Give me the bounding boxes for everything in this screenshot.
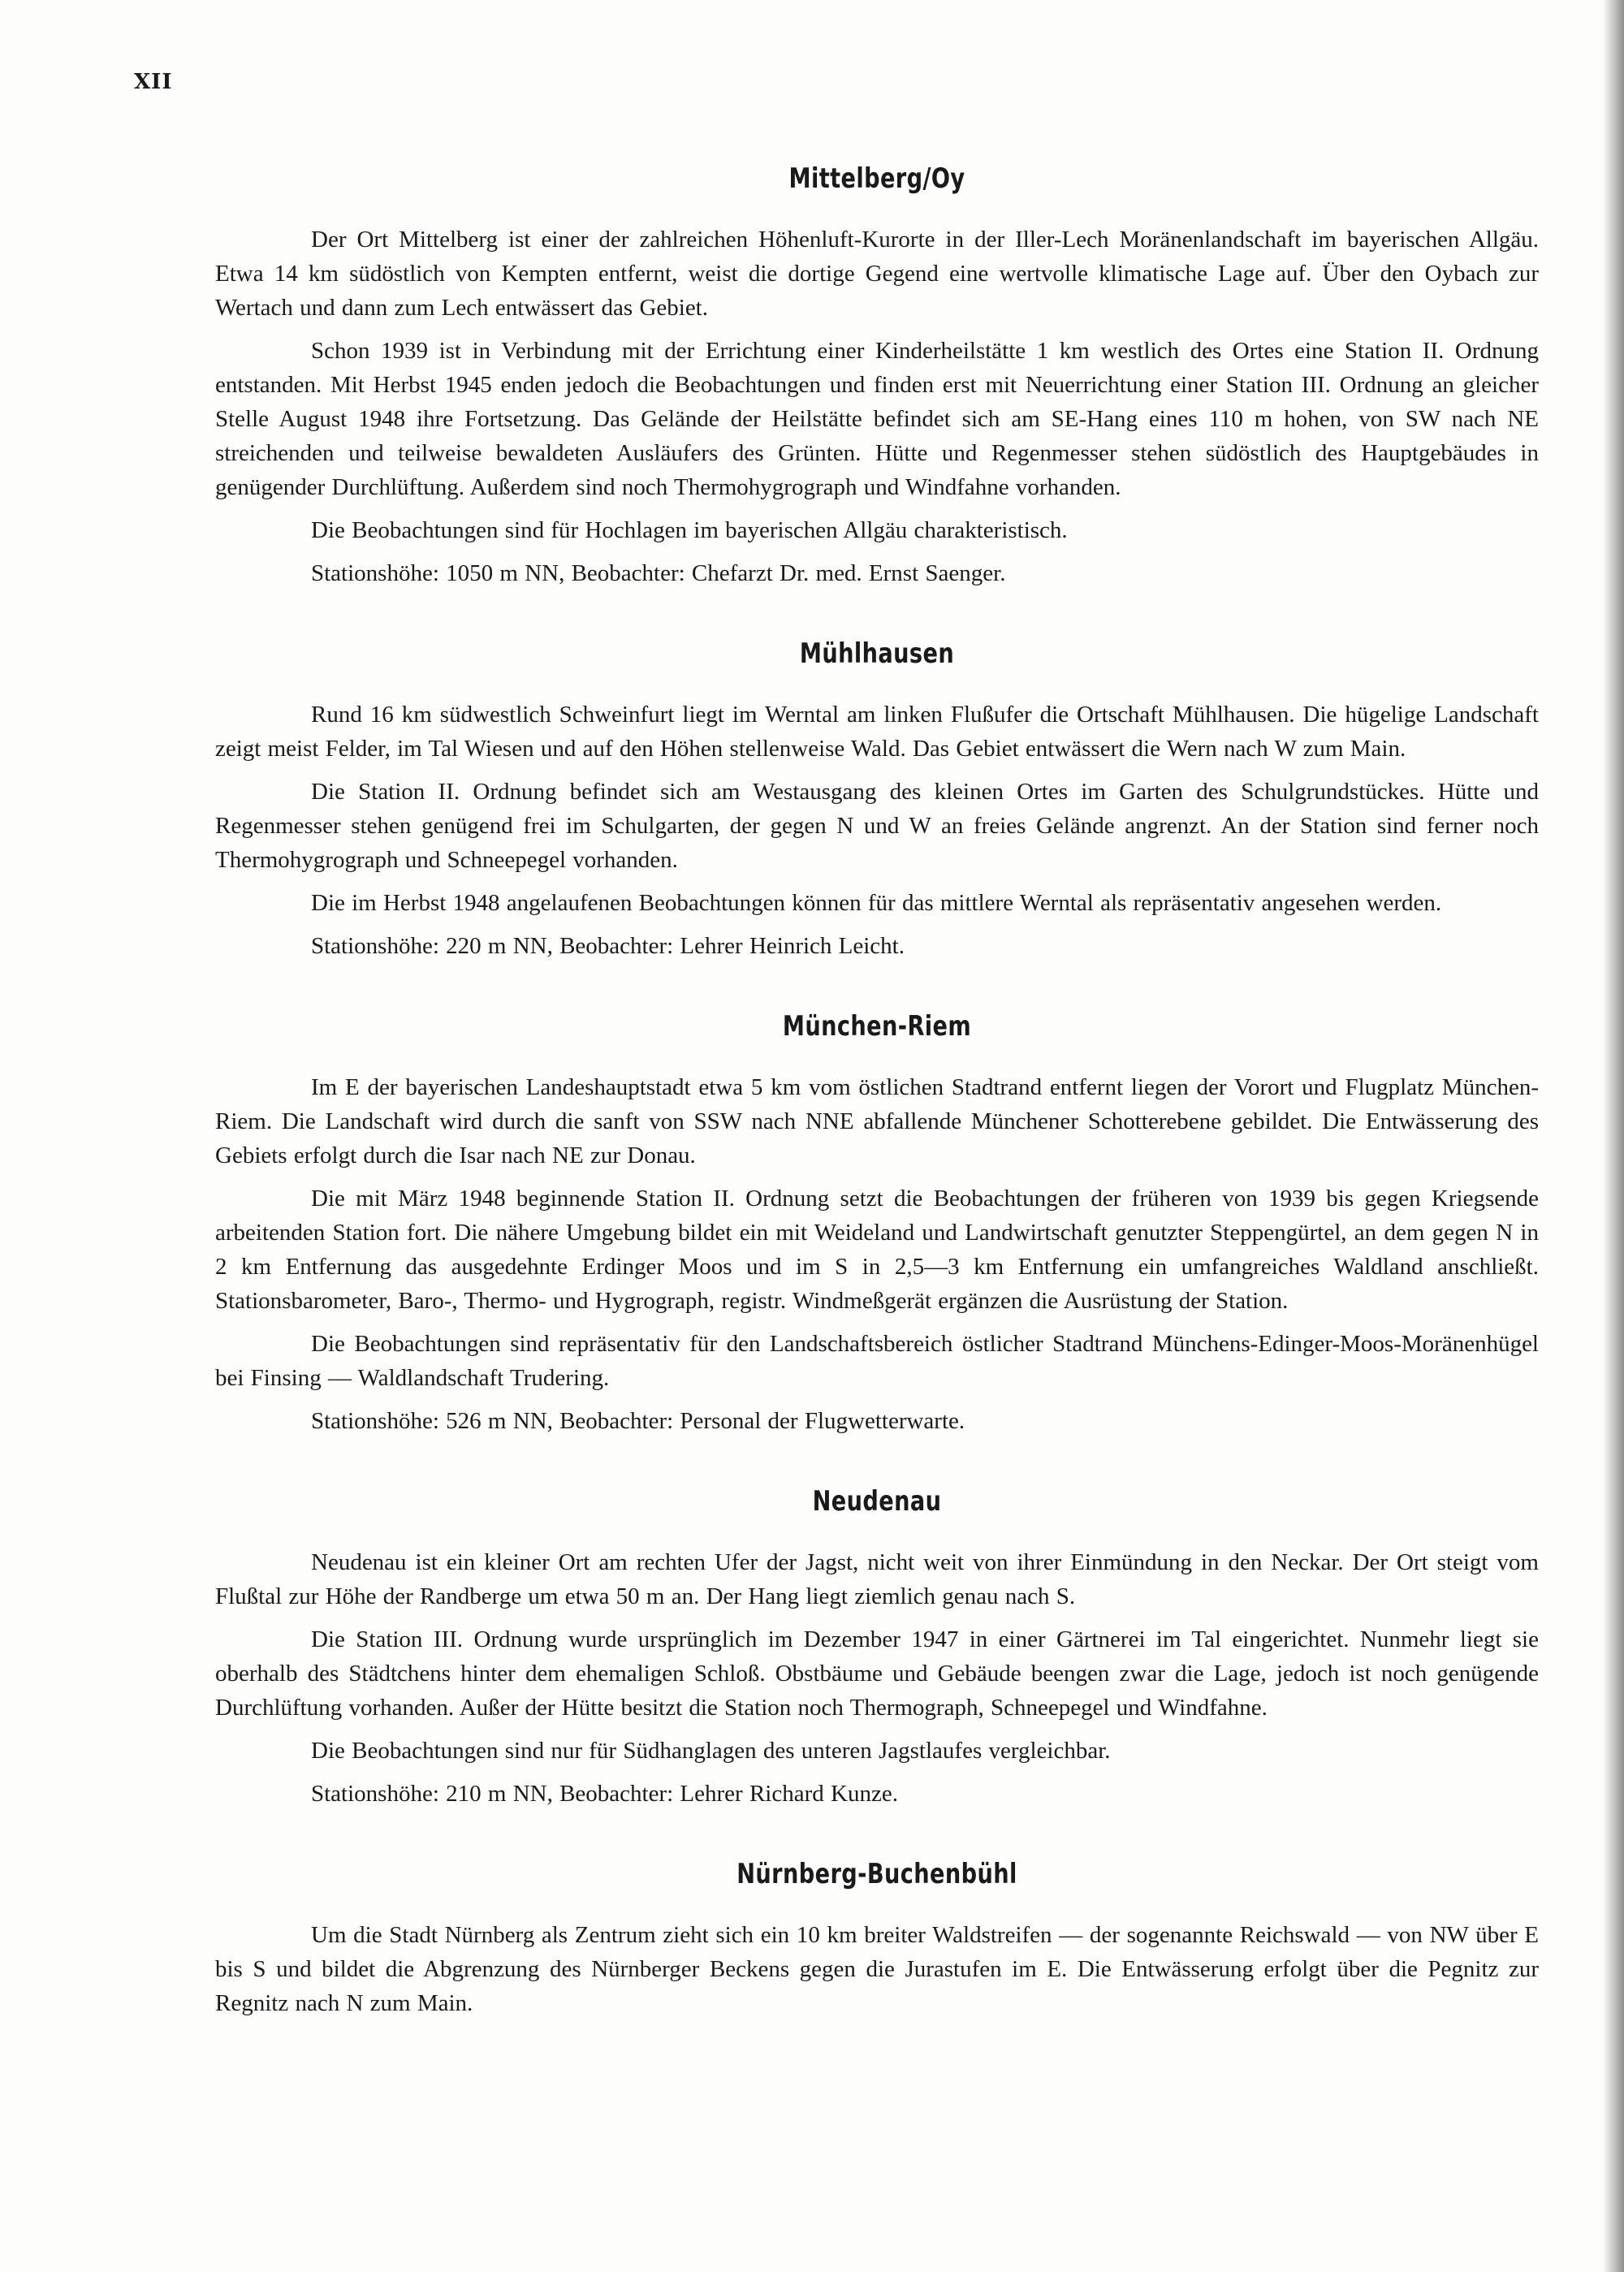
paragraph: Die Beobachtungen sind für Hochlagen im bayerischen Allgäu charakteristisch. <box>311 517 1068 543</box>
paragraph: Die Station III. Ordnung wurde ursprünglich im Dezember 1947 in einer Gärtnerei im Tal eingerichtet. Nunmehr liegt sie oberhalb des Städtchens hinter dem ehemaligen Schloß. Obstbäume und Gebäude beengen zwar die Lage, jedoch ist noch genügende Durchlüftung vorhanden. Außer der Hütte besitzt die Station noch Thermograph, Schneepegel und Windfahne. <box>215 1626 1539 1721</box>
paragraph: Die mit März 1948 beginnende Station II. Ordnung setzt die Beobachtungen der früheren von 1939 bis gegen Kriegsende arbeitenden Station fort. Die nähere Umgebung bildet ein mit Weideland und Landwirtschaft genutzter Steppengürtel, an dem gegen N in 2 km Entfernung das ausgedehnte Erdinger Moos und im S in 2,5—3 km Entfernung ein umfangreiches Waldland anschließt. Stationsbarometer, Baro-, Thermo- und Hygrograph, registr. Windmeßgerät ergänzen die Ausrüstung der Station. <box>215 1186 1539 1314</box>
station-info: Stationshöhe: 210 m NN, Beobachter: Lehrer Richard Kunze. <box>311 1781 898 1807</box>
paragraph: Im E der bayerischen Landeshauptstadt etwa 5 km vom östlichen Stadtrand entfernt liegen der Vorort und Flugplatz München-Riem. Die Landschaft wird durch die sanft von SSW nach NNE abfallende Münchener Schotterebene gebildet. Die Entwässerung des Gebiets erfolgt durch die Isar nach NE zur Donau. <box>215 1074 1539 1168</box>
section-neudenau <box>215 1484 1539 1811</box>
paragraph: Der Ort Mittelberg ist einer der zahlreichen Höhenluft-Kurorte in der Iller-Lech Moränenlandschaft im bayerischen Allgäu. Etwa 14 km südöstlich von Kempten entfernt, weist die dortige Gegend eine wertvolle klimatische Lage auf. Über den Oybach zur Wertach und dann zum Lech entwässert das Gebiet. <box>215 227 1539 321</box>
section-title: Mühlhausen <box>799 637 955 670</box>
section-title: München-Riem <box>782 1010 972 1043</box>
paragraph: Neudenau ist ein kleiner Ort am rechten Ufer der Jagst, nicht weit von ihrer Einmündung in den Neckar. Der Ort steigt vom Flußtal zur Höhe der Randberge um etwa 50 m an. Der Hang liegt ziemlich genau nach S. <box>215 1549 1539 1609</box>
page-number: XII <box>134 70 173 94</box>
paragraph: Die im Herbst 1948 angelaufenen Beobachtungen können für das mittlere Werntal als repräsentativ angesehen werden. <box>311 890 1442 916</box>
section-muehlhausen <box>215 636 1539 963</box>
section-title: Mittelberg/Oy <box>788 162 965 195</box>
page-content <box>215 161 1539 2020</box>
station-info: Stationshöhe: 526 m NN, Beobachter: Personal der Flugwetterwarte. <box>311 1408 965 1434</box>
paragraph: Schon 1939 ist in Verbindung mit der Errichtung einer Kinderheilstätte 1 km westlich des Ortes eine Station II. Ordnung entstanden. Mit Herbst 1945 enden jedoch die Beobachtungen und finden erst mit Neuerrichtung einer Station III. Ordnung an gleicher Stelle August 1948 ihre Fortsetzung. Das Gelände der Heilstätte befindet sich am SE-Hang eines 110 m hohen, von SW nach NE streichenden und teilweise bewaldeten Ausläufers des Grünten. Hütte und Regenmesser stehen südöstlich des Hauptgebäudes in genügender Durchlüftung. Außerdem sind noch Thermohygrograph und Windfahne vorhanden. <box>215 338 1539 500</box>
paragraph: Die Station II. Ordnung befindet sich am Westausgang des kleinen Ortes im Garten des Schulgrundstückes. Hütte und Regenmesser stehen genügend frei im Schulgarten, der gegen N und W an freies Gelände angrenzt. An der Station sind ferner noch Thermohygrograph und Schneepegel vorhanden. <box>215 779 1539 873</box>
scan-edge-shadow <box>1603 0 1624 2272</box>
section-mittelberg-oy <box>215 161 1539 590</box>
paragraph: Rund 16 km südwestlich Schweinfurt liegt im Werntal am linken Flußufer die Ortschaft Mühlhausen. Die hügelige Landschaft zeigt meist Felder, im Tal Wiesen und auf den Höhen stellenweise Wald. Das Gebiet entwässert die Wern nach W zum Main. <box>215 702 1539 762</box>
section-title: Neudenau <box>812 1485 942 1518</box>
section-title: Nürnberg-Buchenbühl <box>736 1858 1017 1890</box>
section-muenchen-riem <box>215 1009 1539 1438</box>
paragraph: Die Beobachtungen sind nur für Südhanglagen des unteren Jagstlaufes vergleichbar. <box>311 1738 1111 1764</box>
paragraph: Um die Stadt Nürnberg als Zentrum zieht sich ein 10 km breiter Waldstreifen — der sogenannte Reichswald — von NW über E bis S und bildet die Abgrenzung des Nürnberger Beckens gegen die Jurastufen im E. Die Entwässerung erfolgt über die Pegnitz zur Regnitz nach N zum Main. <box>215 1922 1539 2016</box>
section-nuernberg-buchenbuehl <box>215 1856 1539 2020</box>
station-info: Stationshöhe: 1050 m NN, Beobachter: Chefarzt Dr. med. Ernst Saenger. <box>311 560 1006 586</box>
paragraph: Die Beobachtungen sind repräsentativ für den Landschaftsbereich östlicher Stadtrand Münchens-Edinger-Moos-Moränenhügel bei Finsing — Waldlandschaft Trudering. <box>215 1331 1539 1391</box>
station-info: Stationshöhe: 220 m NN, Beobachter: Lehrer Heinrich Leicht. <box>311 933 905 959</box>
